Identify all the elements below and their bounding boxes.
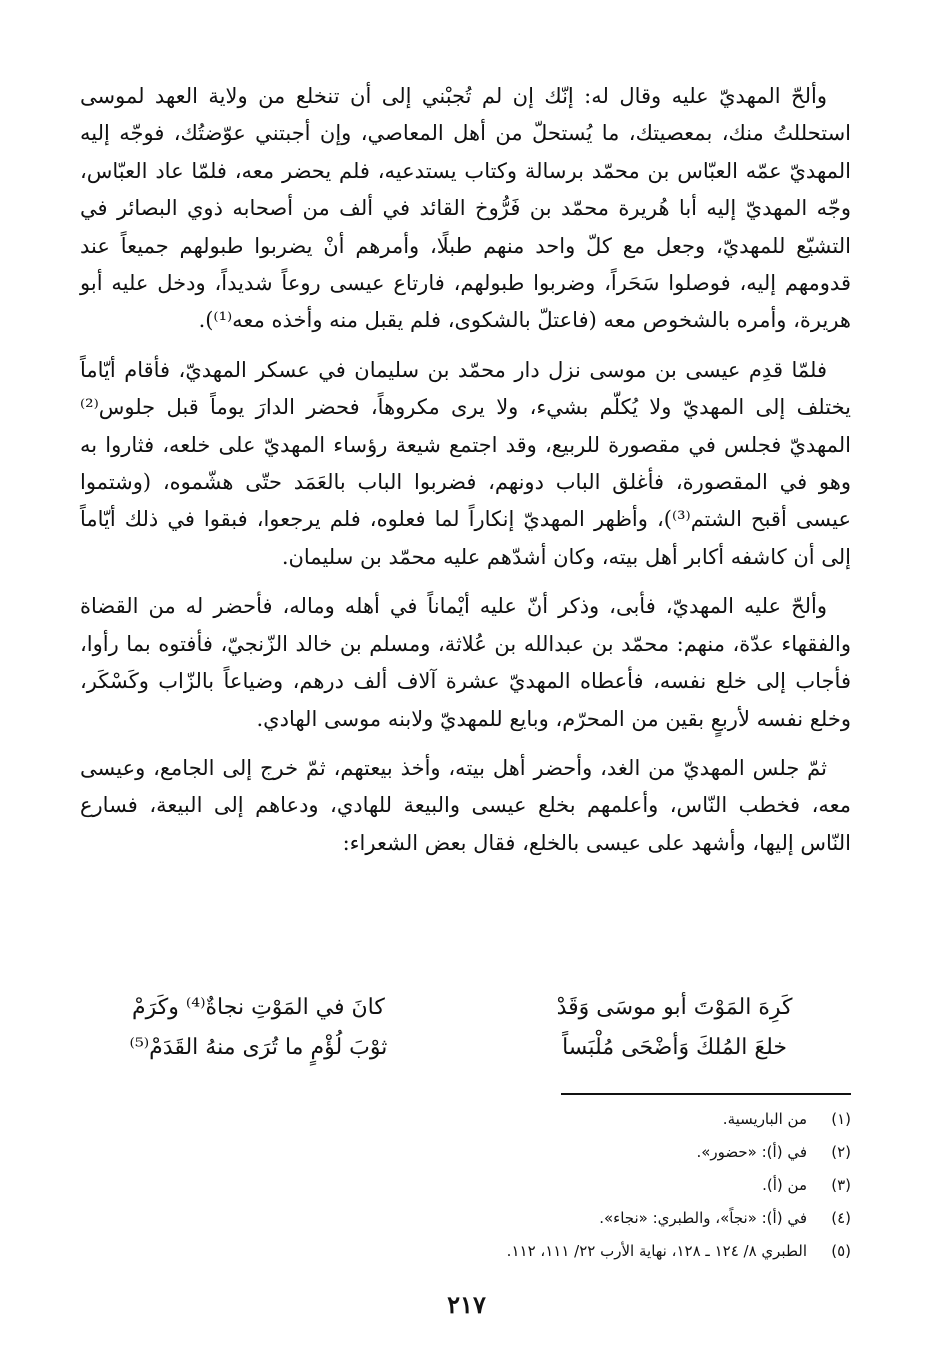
footnote-text: في (أ): «حضور». <box>696 1143 807 1161</box>
footnote-number: (٢) <box>831 1143 851 1161</box>
verse-second-hemistich: كانَ في المَوْتِ نجاةٌ⁽⁴⁾ وكَرَمْ <box>132 995 385 1020</box>
footnote-text: الطبري ٨/ ١٢٤ ـ ١٢٨، نهاية الأرب ٢٢/ ١١١، ١١٢. <box>506 1242 807 1260</box>
footnotes <box>80 1103 851 1268</box>
paragraph: ثمّ جلس المهديّ من الغد، وأحضر أهل بيته، وأخذ بيعتهم، ثمّ خرج إلى الجامع، وعيسى معه، فخطب النّاس، وأعلمهم بخلع عيسى والبيعة للهادي، ودعاهم إلى البيعة، فسارع النّاس إليها، وأشهد على عيسى بالخلع، فقال بعض الشعراء: <box>80 755 851 855</box>
paragraph: وألحّ المهديّ عليه وقال له: إنّك إن لم تُجبْني إلى أن تنخلع من ولاية العهد لموسى استحللتُ منك، بمعصيتك، ما يُستحلّ من أهل المعاصي، وإن أجبتني عوّضتُك، فوجّه إليه المهديّ عمّه العبّاس بن محمّد برسالة وكتاب يستدعيه، فلم يحضر معه، فلمّا عاد العبّاس، وجّه المهديّ إليه أبا هُريرة محمّد بن فَرُّوخ القائد في ألف من أصحابه ذوي البصائر في التشيّع للمهديّ، وجعل مع كلّ واحد منهم طبلًا، وأمرهم أنْ يضربوا طبولهم جميعاً عند قدومهم إليه، فوصلوا سَحَراً، وضربوا طبولهم، فارتاع عيسى روعاً شديداً، ودخل عليه أبو هريرة، وأمره بالشخوص معه (فاعتلّ بالشكوى، فلم يقبل منه وأخذه معه⁽¹⁾). <box>80 84 851 333</box>
footnote <box>80 1169 851 1202</box>
footnote <box>80 1136 851 1169</box>
poem <box>95 988 838 1068</box>
footnote <box>80 1235 851 1268</box>
verse-second-hemistich: ثوْبَ لُؤْمٍ ما تُرَى منهُ القَدَمْ⁽⁵⁾ <box>129 1035 388 1060</box>
verse-first-hemistich: خلعَ المُلكَ وَأضْحَى مُلْبَساً <box>562 1035 787 1060</box>
poem-verse <box>95 988 838 1028</box>
footnote-text: من الباريسية. <box>722 1110 807 1128</box>
paragraph: وألحّ عليه المهديّ، فأبى، وذكر أنّ عليه أيْماناً في أهله وماله، فأحضر له من القضاة والفقهاء عدّة، منهم: محمّد بن عبدالله بن عُلاثة، ومسلم بن خالد الزّنجيّ، فأفتوه بما رأوا، فأجاب إلى خلع نفسه، فأعطاه المهديّ عشرة آلاف ألف درهم، وضياعاً بالزّاب وكَسْكَر، وخلع نفسه لأربعٍ بقين من المحرّم، وبايع للمهديّ ولابنه موسى الهادي. <box>80 594 851 731</box>
footnote-number: (٤) <box>831 1209 851 1227</box>
footnote-text: من (أ). <box>762 1176 807 1194</box>
footnote-number: (١) <box>831 1110 851 1128</box>
footnote-divider <box>561 1093 851 1095</box>
footnote <box>80 1202 851 1235</box>
paragraph: فلمّا قدِم عيسى بن موسى نزل دار محمّد بن سليمان في عسكر المهديّ، فأقام أيّاماً يختلف إلى المهديّ ولا يُكلّم بشيء، ولا يرى مكروهاً، فحضر الدارَ يوماً قبل جلوس⁽²⁾ المهديّ فجلس في مقصورة للربيع، وقد اجتمع شيعة رؤساء المهديّ على خلعه، فثاروا به وهو في المقصورة، فأغلق الباب دونهم، فضربوا الباب بالعَمَد حتّى هشّموه، (وشتموا عيسى أقبح الشتم⁽³⁾)، وأظهر المهديّ إنكاراً لما فعلوه، فلم يرجعوا، فبقوا في ذلك أيّاماً إلى أن كاشفه أكابر أهل بيته، وكان أشدّهم عليه محمّد بن سليمان. <box>80 357 851 569</box>
footnote-number: (٣) <box>831 1176 851 1194</box>
footnote-number: (٥) <box>831 1242 851 1260</box>
footnote-text: في (أ): «نجاً»، والطبري: «نجاء». <box>599 1209 807 1227</box>
footnote <box>80 1103 851 1136</box>
verse-first-hemistich: كَرِهَ المَوْتَ أبو موسَى وَقَدْ <box>556 995 793 1020</box>
page-number: ٢١٧ <box>447 1290 486 1319</box>
poem-verse <box>95 1028 838 1068</box>
main-text <box>80 78 851 874</box>
